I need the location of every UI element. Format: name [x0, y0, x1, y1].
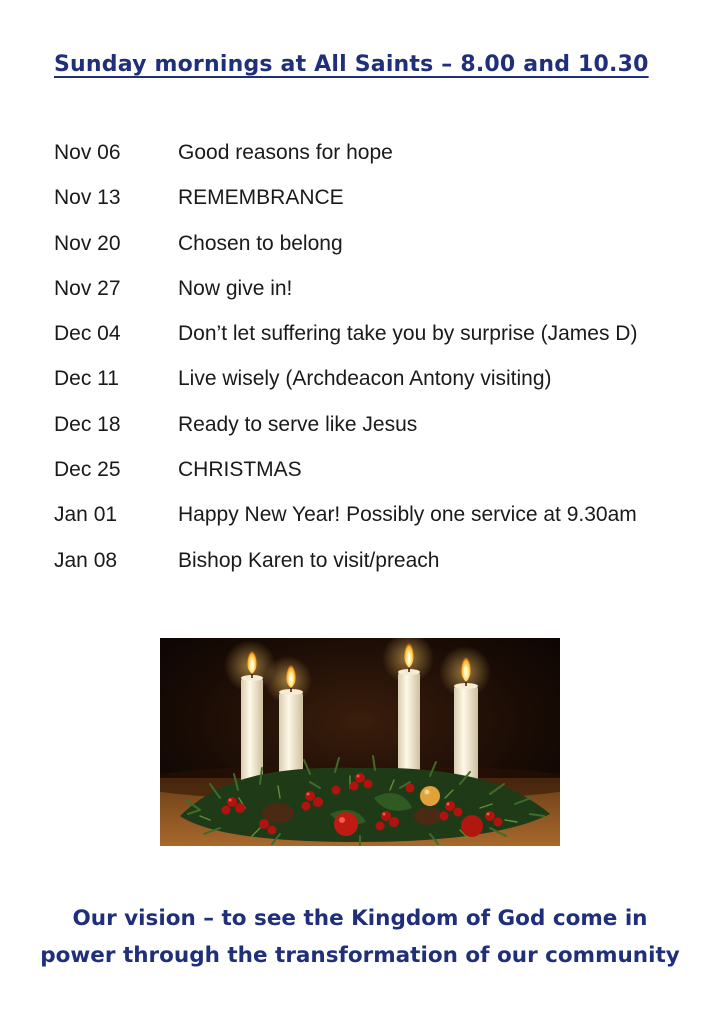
service-date: Nov 27 — [54, 276, 121, 300]
advent-candles-image — [160, 638, 560, 846]
schedule-row — [54, 229, 694, 274]
service-date: Dec 11 — [54, 367, 119, 391]
schedule-row — [54, 500, 694, 545]
schedule-row — [54, 364, 694, 409]
service-title: Live wisely (Archdeacon Antony visiting) — [178, 367, 552, 391]
schedule-row — [54, 455, 694, 500]
service-title: Happy New Year! Possibly one service at 9.30am — [178, 503, 637, 527]
service-date: Dec 25 — [54, 458, 121, 482]
schedule-row — [54, 410, 694, 455]
service-date: Dec 18 — [54, 412, 121, 436]
service-title: Good reasons for hope — [178, 141, 393, 164]
service-date: Nov 13 — [54, 186, 121, 210]
service-title: REMEMBRANCE — [178, 186, 344, 210]
service-date: Jan 01 — [54, 503, 118, 527]
service-date: Dec 04 — [54, 322, 121, 346]
schedule-row — [54, 138, 694, 183]
service-title: Ready to serve like Jesus — [178, 412, 418, 436]
vision-statement — [30, 900, 690, 974]
page-heading: Sunday mornings at All Saints – 8.00 and 10.30 — [54, 52, 649, 77]
service-schedule — [54, 138, 694, 591]
vision-line-1: Our vision – to see the Kingdom of God come in — [72, 906, 648, 931]
service-date: Nov 06 — [54, 141, 121, 164]
service-title: Don’t let suffering take you by surprise (James D) — [178, 322, 638, 346]
service-title: CHRISTMAS — [178, 458, 302, 482]
service-title: Chosen to belong — [178, 231, 343, 255]
schedule-row — [54, 183, 694, 228]
service-title: Bishop Karen to visit/preach — [178, 548, 440, 572]
service-date: Nov 20 — [54, 231, 121, 255]
service-title: Now give in! — [178, 276, 293, 300]
schedule-row — [54, 546, 694, 591]
schedule-row — [54, 319, 694, 364]
schedule-row — [54, 274, 694, 319]
vision-line-2: power through the transformation of our community — [40, 943, 680, 968]
service-date: Jan 08 — [54, 548, 118, 572]
